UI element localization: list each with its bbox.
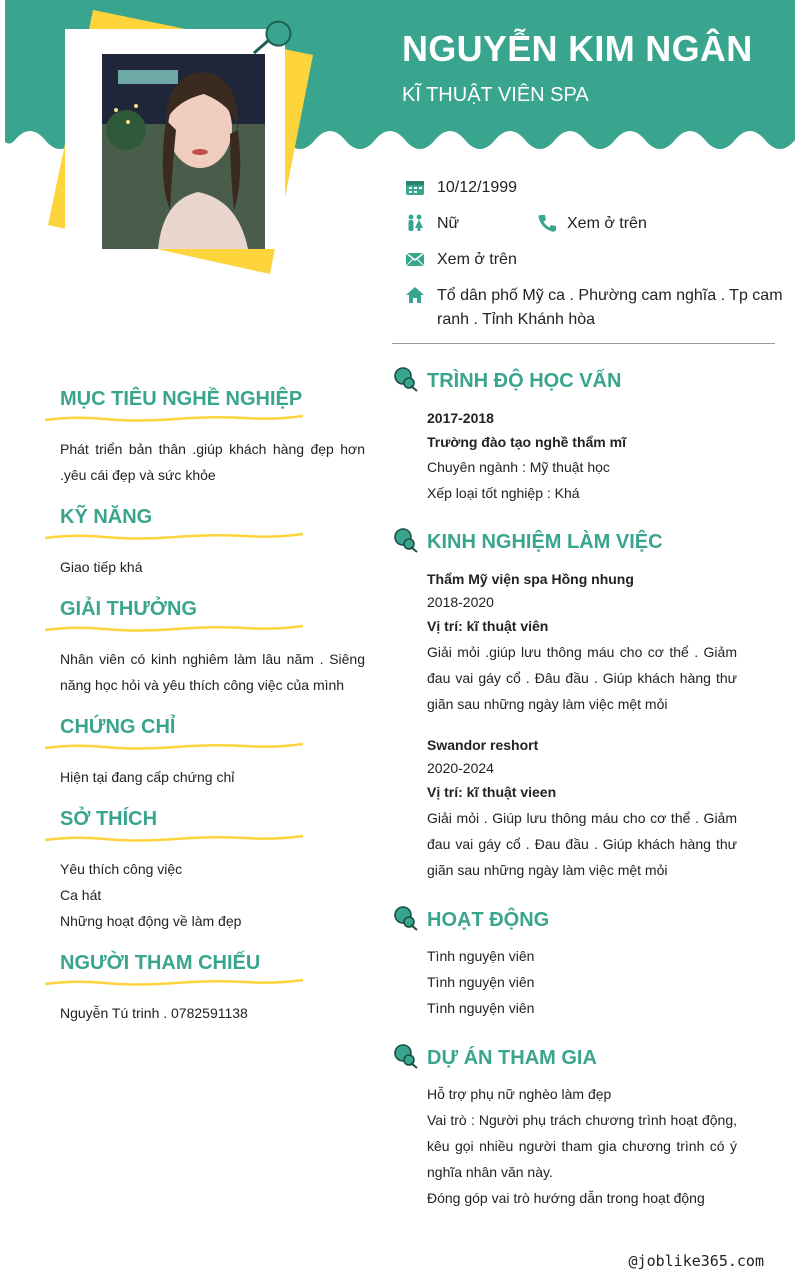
- hobbies-title: SỞ THÍCH: [60, 808, 158, 830]
- section-references: [45, 948, 365, 1026]
- job-company: Swandor reshort: [427, 737, 539, 753]
- projects-title: DỰ ÁN THAM GIA: [427, 1047, 597, 1069]
- squiggle-divider: [45, 978, 303, 988]
- pushpin-icon: [392, 366, 418, 392]
- pushpin-icon: [392, 527, 418, 553]
- references-text: Nguyễn Tú trinh . 0782591138: [60, 1005, 248, 1021]
- squiggle-divider: [45, 414, 303, 424]
- job-description: Giải mỏi .giúp lưu thông máu cho cơ thể . Giảm đau vai gáy cổ . Đâu đầu . Giúp khách hàng thư giãn sau những ngày làm việc mệt mỏi: [427, 644, 737, 712]
- experience-job-2: [392, 733, 737, 883]
- list-item: Đóng góp vai trò hướng dẫn trong hoạt động: [427, 1190, 705, 1206]
- objective-title: MỤC TIÊU NGHỀ NGHIỆP: [60, 388, 303, 410]
- squiggle-divider: [45, 742, 303, 752]
- education-school: Trường đào tạo nghề thẩm mĩ: [427, 434, 626, 450]
- objective-text: Phát triển bản thân .giúp khách hàng đẹp hơn .yêu cái đẹp và sức khỏe: [60, 441, 365, 483]
- list-item: Tình nguyện viên: [427, 948, 535, 964]
- section-skills: [45, 502, 365, 580]
- awards-text: Nhân viên có kinh nghiêm làm lâu năm . Siêng năng học hỏi và yêu thích công việc của mình: [60, 651, 365, 693]
- certificates-text: Hiện tại đang cấp chứng chỉ: [60, 769, 235, 785]
- email-text: Xem ở trên: [437, 251, 517, 268]
- list-item: Yêu thích công việc: [60, 861, 183, 877]
- section-experience: [392, 527, 737, 883]
- education-title: TRÌNH ĐỘ HỌC VẤN: [427, 370, 622, 392]
- pushpin-icon: [392, 1043, 418, 1069]
- education-period: 2017-2018: [427, 410, 494, 426]
- skills-title: KỸ NĂNG: [60, 506, 153, 528]
- squiggle-divider: [45, 532, 303, 542]
- section-hobbies: [45, 804, 365, 934]
- birthday-text: 10/12/1999: [437, 179, 518, 196]
- squiggle-divider: [45, 624, 303, 634]
- list-item: Tình nguyện viên: [427, 974, 535, 990]
- section-activities: [392, 905, 737, 1021]
- certificates-title: CHỨNG CHỈ: [60, 716, 176, 738]
- watermark: @joblike365.com: [628, 1252, 764, 1270]
- candidate-name: NGUYỄN KIM NGÂN: [402, 28, 753, 69]
- list-item: Hỗ trợ phụ nữ nghèo làm đẹp: [427, 1086, 612, 1102]
- education-grade: Xếp loại tốt nghiệp : Khá: [427, 485, 580, 501]
- section-education: [392, 366, 737, 506]
- job-position: Vị trí: kĩ thuật viên: [427, 618, 549, 634]
- address-line-1: Tổ dân phố Mỹ ca . Phường cam nghĩa . Tp cam: [437, 287, 783, 304]
- squiggle-divider: [45, 834, 303, 844]
- job-title: KĨ THUẬT VIÊN SPA: [402, 84, 589, 106]
- job-description: Giải mỏi . Giúp lưu thông máu cho cơ thể . Giảm đau vai gáy cổ . Đau đầu . Giúp khách hàng thư giãn sau những ngày làm việc mệt mỏi: [427, 810, 737, 878]
- awards-title: GIẢI THƯỞNG: [60, 598, 197, 620]
- education-major: Chuyên ngành : Mỹ thuật học: [427, 459, 610, 475]
- list-item: Những hoạt động về làm đẹp: [60, 913, 242, 929]
- email-icon: [405, 250, 425, 268]
- contact-address: [405, 284, 783, 332]
- contact-email: [405, 248, 775, 272]
- address-line-2: ranh . Tỉnh Khánh hòa: [437, 311, 596, 328]
- section-certificates: [45, 712, 365, 790]
- contact-birthday: [405, 176, 775, 200]
- phone-text: Xem ở trên: [567, 215, 647, 232]
- header-divider: [392, 343, 775, 344]
- skills-text: Giao tiếp khá: [60, 559, 143, 575]
- job-period: 2018-2020: [427, 594, 494, 610]
- contact-gender: [405, 212, 535, 236]
- experience-title: KINH NGHIỆM LÀM VIỆC: [427, 531, 663, 553]
- job-company: Thẩm Mỹ viện spa Hồng nhung: [427, 571, 634, 587]
- gender-icon: [405, 214, 425, 232]
- section-projects: [392, 1043, 737, 1211]
- job-position: Vị trí: kĩ thuật vieen: [427, 784, 557, 800]
- profile-photo-frame: [48, 10, 318, 280]
- avatar: [102, 54, 265, 249]
- section-objective: [45, 384, 365, 488]
- list-item: Vai trò : Người phụ trách chương trình hoạt động, kêu gọi nhiều người tham gia chương trình có ý nghĩa nhân văn này.: [427, 1112, 737, 1180]
- experience-job-1: [392, 567, 737, 717]
- home-icon: [405, 286, 425, 304]
- list-item: Ca hát: [60, 887, 102, 903]
- contact-phone: [537, 212, 775, 236]
- job-period: 2020-2024: [427, 760, 494, 776]
- calendar-icon: [405, 178, 425, 196]
- gender-text: Nữ: [437, 215, 460, 232]
- references-title: NGƯỜI THAM CHIẾU: [60, 952, 261, 974]
- activities-title: HOẠT ĐỘNG: [427, 909, 550, 931]
- section-awards: [45, 594, 365, 698]
- list-item: Tình nguyện viên: [427, 1000, 535, 1016]
- phone-icon: [537, 214, 557, 232]
- pushpin-icon: [392, 905, 418, 931]
